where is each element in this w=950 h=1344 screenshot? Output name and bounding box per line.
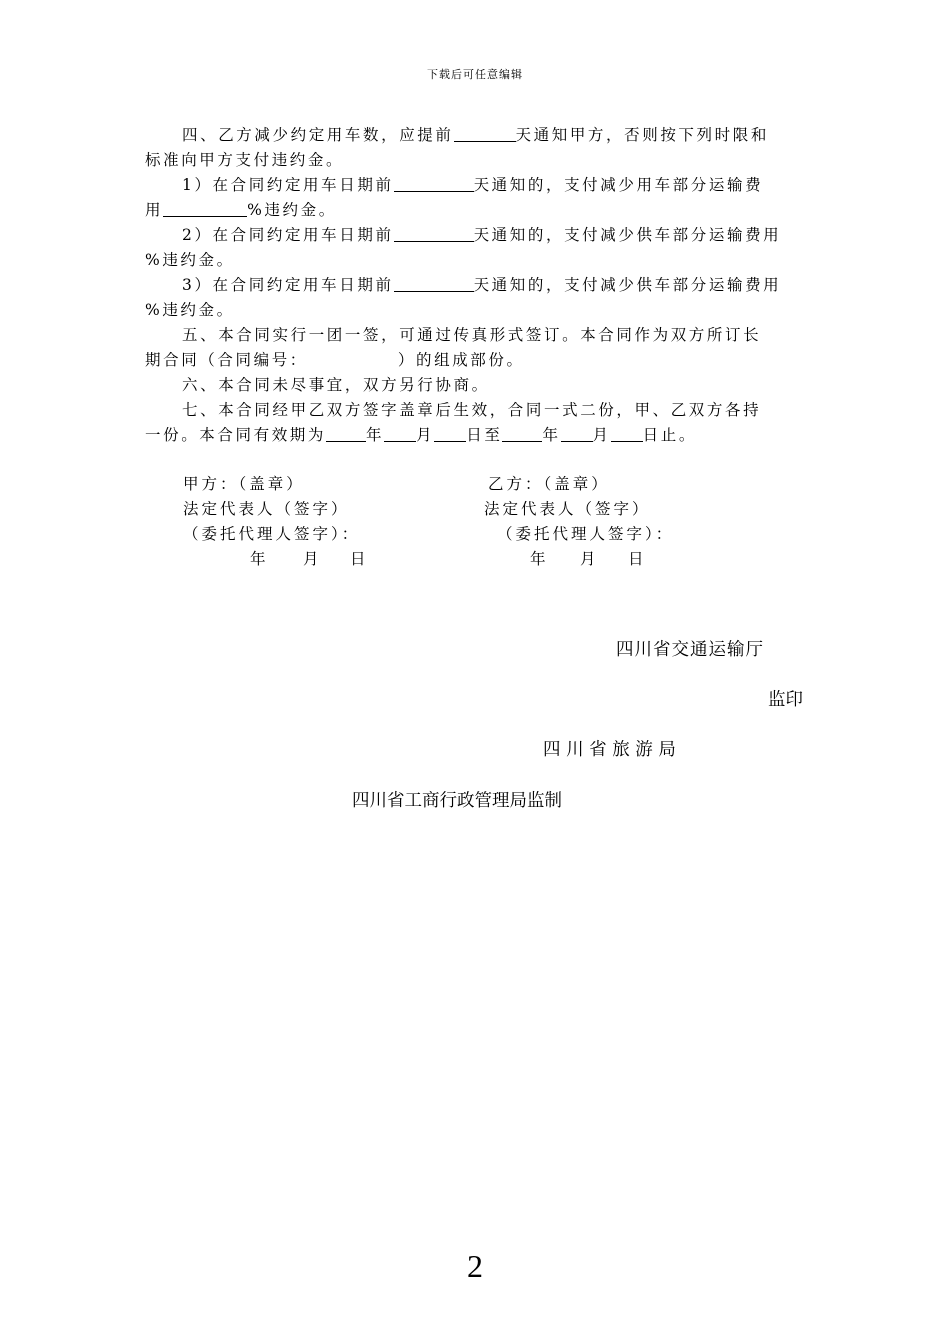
clause-text: 用 xyxy=(145,201,164,219)
issuer-transport: 四川省交通运输厅 xyxy=(616,640,764,660)
clause-text: 3）在合同约定用车日期前 xyxy=(182,276,394,294)
party-a-seal: 甲方：（盖章） xyxy=(183,475,305,493)
fill-blank[interactable] xyxy=(394,225,474,242)
clause-text: 年 xyxy=(366,426,385,444)
clause-4-line-2: 标准向甲方支付违约金。 xyxy=(145,151,345,169)
clause-4-3-line-1 xyxy=(182,273,810,298)
clause-7-line-1: 七、本合同经甲乙双方签字盖章后生效，合同一式二份，甲、乙双方各持 xyxy=(182,401,762,419)
issuer-commerce: 四川省工商行政管理局监制 xyxy=(352,791,562,811)
party-b-agent: （委托代理人签字）： xyxy=(497,525,675,543)
clause-text: 月 xyxy=(416,426,435,444)
clause-text: 一份。本合同有效期为 xyxy=(145,426,327,444)
clause-text: 期合同（合同编号： xyxy=(145,351,308,369)
fill-blank[interactable] xyxy=(502,425,542,442)
clause-text: 天通知甲方，否则按下列时限和 xyxy=(515,126,769,144)
party-b-date-day: 日 xyxy=(628,550,647,568)
fill-blank[interactable] xyxy=(326,425,366,442)
clause-4-3-line-2: %违约金。 xyxy=(145,301,235,319)
page-number: 2 xyxy=(467,1248,483,1284)
clause-text: 日止。 xyxy=(642,426,697,444)
clause-text: 1）在合同约定用车日期前 xyxy=(182,176,394,194)
issuer-print-label: 监印 xyxy=(768,690,803,710)
clause-text: 四、乙方减少约定用车数，应提前 xyxy=(182,126,454,144)
issuer-tourism: 四 川 省 旅 游 局 xyxy=(543,740,676,760)
clause-text: 月 xyxy=(592,426,611,444)
clause-text: 年 xyxy=(542,426,561,444)
clause-4-1-line-1 xyxy=(182,173,810,198)
party-a-date-day: 日 xyxy=(350,550,369,568)
fill-blank[interactable] xyxy=(611,425,643,442)
clause-text: 2）在合同约定用车日期前 xyxy=(182,226,394,244)
clause-4-line-1 xyxy=(182,123,810,148)
fill-blank[interactable] xyxy=(454,125,516,142)
party-a-date-month: 月 xyxy=(303,550,322,568)
clause-5-line-1: 五、本合同实行一团一签，可通过传真形式签订。本合同作为双方所订长 xyxy=(182,326,762,344)
clause-text: 天通知的，支付减少用车部分运输费 xyxy=(473,176,764,194)
party-b-date-month: 月 xyxy=(580,550,599,568)
fill-blank[interactable] xyxy=(394,175,474,192)
clause-4-2-line-2: %违约金。 xyxy=(145,251,235,269)
clause-text: 天通知的，支付减少供车部分运输费用 xyxy=(473,226,782,244)
clause-5-line-2 xyxy=(145,348,810,373)
clause-4-2-line-1 xyxy=(182,223,810,248)
fill-blank[interactable] xyxy=(163,200,247,217)
clause-7-line-2 xyxy=(145,423,810,448)
clause-text: 天通知的，支付减少供车部分运输费用 xyxy=(473,276,782,294)
fill-blank[interactable] xyxy=(394,275,474,292)
clause-4-1-line-2 xyxy=(145,198,810,223)
party-b-seal: 乙方：（盖章） xyxy=(488,475,610,493)
clause-text: %违约金。 xyxy=(247,201,337,219)
fill-blank[interactable] xyxy=(384,425,416,442)
party-b-date-year: 年 xyxy=(530,550,549,568)
clause-text: 日至 xyxy=(466,426,503,444)
page-header: 下载后可任意编辑 xyxy=(427,68,523,81)
clause-text: ）的组成部份。 xyxy=(397,351,525,369)
party-a-agent: （委托代理人签字）： xyxy=(183,525,361,543)
party-b-representative: 法定代表人（签字） xyxy=(484,500,651,518)
party-a-date-year: 年 xyxy=(250,550,269,568)
fill-blank[interactable] xyxy=(434,425,466,442)
fill-blank[interactable] xyxy=(561,425,593,442)
clause-6: 六、本合同未尽事宜，双方另行协商。 xyxy=(182,376,490,394)
party-a-representative: 法定代表人（签字） xyxy=(183,500,350,518)
